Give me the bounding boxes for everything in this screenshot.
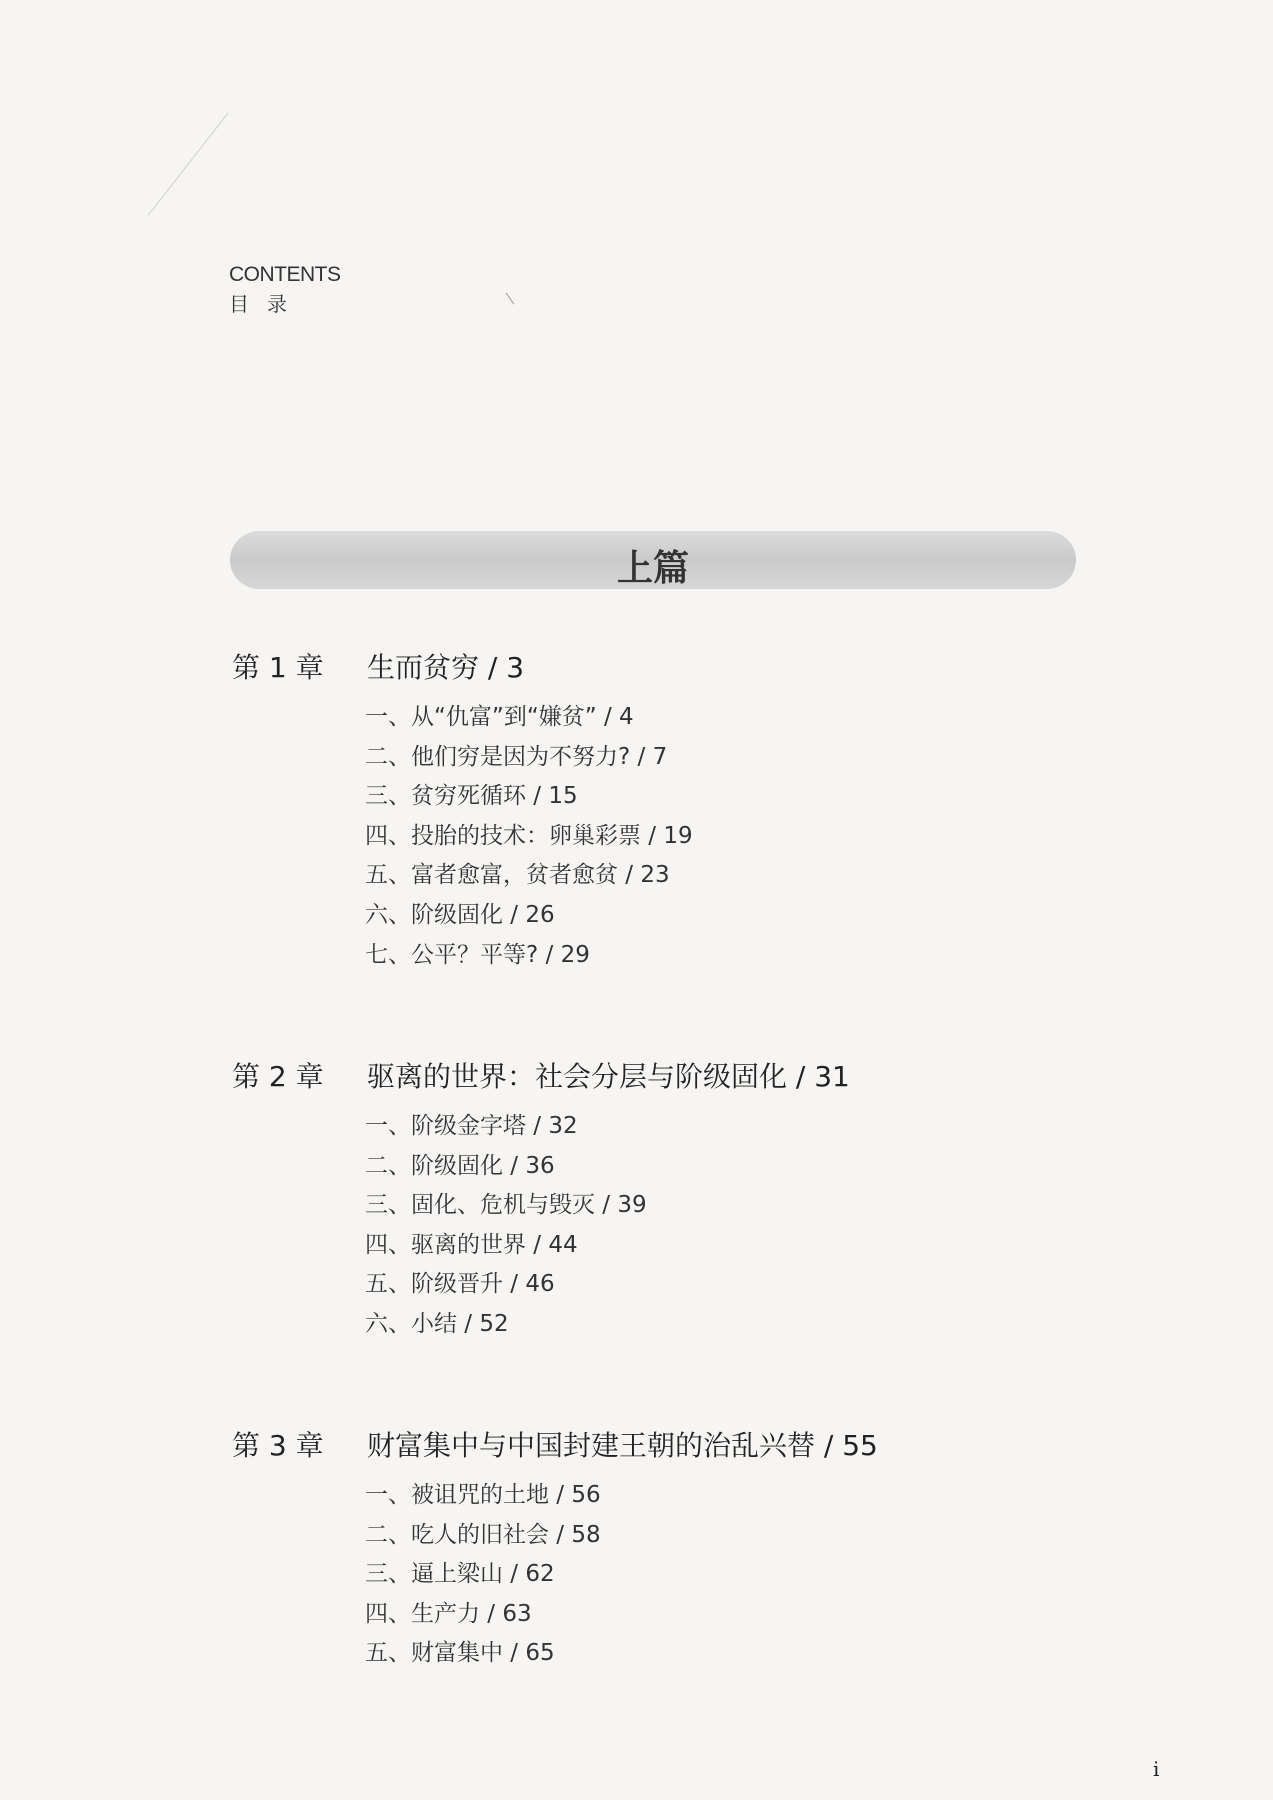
decorative-tick-mark	[506, 292, 515, 304]
toc-entry[interactable]: 一、被诅咒的土地 / 56	[365, 1482, 601, 1508]
toc-entry[interactable]: 一、阶级金字塔 / 32	[365, 1113, 578, 1139]
toc-entry[interactable]: 六、小结 / 52	[365, 1310, 509, 1337]
decorative-slash-line	[148, 113, 229, 216]
chapter-title: 驱离的世界：社会分层与阶级固化 / 31	[367, 1060, 850, 1093]
chapter-heading-2[interactable]	[232, 1055, 850, 1095]
toc-entry[interactable]: 二、吃人的旧社会 / 58	[365, 1521, 601, 1548]
section-list-chapter-3	[365, 1476, 601, 1674]
toc-entry[interactable]: 六、阶级固化 / 26	[365, 901, 555, 928]
chapter-title: 生而贫穷 / 3	[367, 651, 525, 684]
section-list-chapter-1	[365, 698, 693, 975]
section-list-chapter-2	[365, 1107, 647, 1345]
toc-entry[interactable]: 二、阶级固化 / 36	[365, 1152, 555, 1179]
toc-entry[interactable]: 七、公平？平等? / 29	[365, 941, 590, 968]
toc-entry[interactable]: 五、富者愈富，贫者愈贫 / 23	[365, 862, 670, 889]
chapter-number: 第 3 章	[232, 1429, 324, 1462]
toc-entry[interactable]: 四、生产力 / 63	[365, 1600, 532, 1627]
toc-entry[interactable]: 四、投胎的技术：卵巢彩票 / 19	[365, 822, 693, 849]
toc-entry[interactable]: 三、固化、危机与毁灭 / 39	[365, 1192, 647, 1219]
toc-entry[interactable]: 三、逼上梁山 / 62	[365, 1561, 555, 1588]
chapter-number: 第 2 章	[232, 1060, 324, 1093]
contents-heading-en: CONTENTS	[229, 263, 341, 286]
chapter-title: 财富集中与中国封建王朝的治乱兴替 / 55	[367, 1429, 878, 1462]
toc-entry[interactable]: 五、财富集中 / 65	[365, 1640, 555, 1667]
toc-entry[interactable]: 一、从“仇富”到“嫌贫” / 4	[365, 704, 634, 730]
part-banner	[230, 531, 1076, 589]
contents-heading-zh: 目录	[229, 292, 305, 316]
part-title: 上篇	[616, 548, 689, 589]
page-number: i	[1153, 1757, 1160, 1781]
toc-entry[interactable]: 二、他们穷是因为不努力? / 7	[365, 743, 668, 770]
toc-entry[interactable]: 三、贫穷死循环 / 15	[365, 783, 578, 810]
toc-entry[interactable]: 四、驱离的世界 / 44	[365, 1231, 578, 1258]
chapter-number: 第 1 章	[232, 651, 324, 684]
toc-entry[interactable]: 五、阶级晋升 / 46	[365, 1271, 555, 1298]
chapter-heading-3[interactable]	[232, 1424, 878, 1464]
chapter-heading-1[interactable]	[232, 646, 524, 686]
